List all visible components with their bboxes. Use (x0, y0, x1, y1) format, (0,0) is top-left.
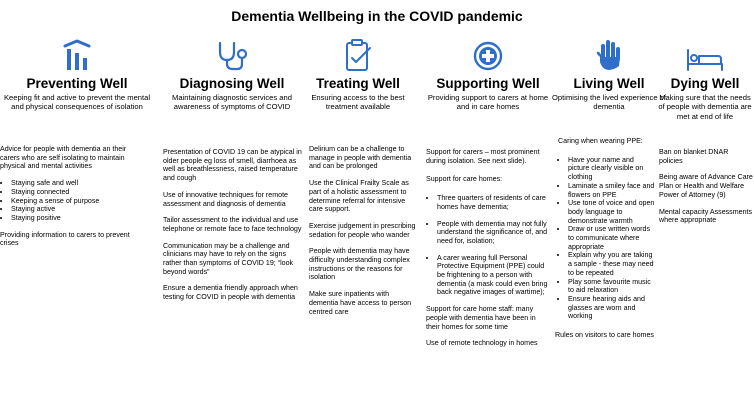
paragraph: Delirium can be a challenge to manage in people with dementia and can be prolonged (309, 145, 412, 171)
column-living-well (548, 34, 670, 112)
column-heading: Preventing Well (26, 76, 128, 91)
list-item: • Staying positive (11, 214, 138, 223)
column-subtitle: Ensuring access to the best treatment available (311, 93, 405, 112)
paragraph: Exercise judgement in prescribing sedation for people who wander (309, 221, 416, 239)
list-item: • Staying active (11, 205, 138, 214)
paragraph: Being aware of Advance Care Plan or Health and Welfare Power of Attorney (9) (659, 173, 753, 199)
paragraph: Make sure inpatients with dementia have access to person centred care (309, 290, 412, 316)
column-subtitle: Maintaining diagnostic services and awareness of symptoms of COVID (172, 93, 292, 112)
hand-icon (548, 34, 670, 72)
list-item: • Staying connected (11, 188, 138, 197)
column-body-supporting (426, 148, 550, 348)
stethoscope-icon (158, 34, 306, 72)
list-item: • Play some favourite music to aid relaxation (568, 278, 657, 295)
bullet-list (555, 156, 657, 321)
list-item: • A carer wearing full Personal Protective Equipment (PPE) could be frightening to a person with dementia (a mask could even bring back negative images of wartime); (437, 254, 550, 298)
column-dying-well (656, 34, 754, 121)
list-item: • Ensure hearing aids and glasses are worn and working (568, 295, 657, 321)
paragraph: Caring when wearing PPE: (558, 137, 643, 145)
clipboard-check-icon (303, 34, 413, 72)
plus-circle-icon (424, 34, 552, 72)
list-item: • Draw or use written words to communicate where appropriate (568, 225, 657, 251)
page-title: Dementia Wellbeing in the COVID pandemic (231, 8, 523, 24)
list-item: • Use tone of voice and open body language to demonstrate warmth (568, 199, 657, 225)
list-item: • Three quarters of residents of care homes have dementia; (437, 194, 550, 211)
paragraph: Use the Clinical Frailty Scale as part of a holistic assessment to determine referral for intensive care support. (309, 179, 409, 214)
paragraph: Use of remote technology in homes (426, 339, 538, 348)
column-body-treating (309, 145, 417, 316)
paragraph: Providing information to carers to prevent crises (0, 230, 130, 248)
paragraph: Rules on visitors to care homes (555, 331, 654, 340)
column-supporting-well (424, 34, 552, 112)
list-item: • Laminate a smiley face and flowers on PPE (568, 182, 657, 199)
column-body-dying (659, 148, 754, 225)
bed-icon (656, 34, 754, 72)
column-heading: Treating Well (316, 76, 400, 91)
list-item: • Keeping a sense of purpose (11, 197, 138, 206)
column-heading: Living Well (573, 76, 645, 91)
paragraph: Support for carers – most prominent during isolation. See next slide). (426, 148, 540, 165)
list-item: • Explain why you are taking a sample - these may need to be repeated (568, 251, 657, 277)
column-subtitle: Providing support to carers at home and in care homes (427, 93, 549, 112)
paragraph: Support for care homes: (426, 175, 503, 184)
paragraph: Tailor assessment to the individual and use telephone or remote face to face technology (163, 216, 302, 233)
bar-chart-home-icon (0, 34, 154, 72)
paragraph: Advice for people with dementia an their carers who are self isolating to maintain physical and mental activities (0, 145, 127, 171)
column-body-diagnosing (163, 148, 303, 302)
column-heading: Diagnosing Well (179, 76, 285, 91)
column-body-preventing (0, 145, 138, 248)
column-body-living (555, 137, 657, 340)
paragraph: Support for care home staff: many people with dementia have been in their homes for some time (426, 305, 536, 331)
paragraph: Ban on blanket DNAR policies (659, 148, 729, 165)
column-subtitle: Keeping fit and active to prevent the mental and physical consequences of isolation (3, 93, 151, 112)
paragraph: Communication may be a challenge and clinicians may have to rely on the signs rather than symptoms of COVID 19; “look beyond words” (163, 241, 294, 276)
list-item: • Staying safe and well (11, 179, 138, 188)
bullet-list (0, 179, 138, 223)
column-preventing-well (0, 34, 154, 112)
column-treating-well (303, 34, 413, 112)
paragraph: People with dementia may have difficulty understanding complex instructions or the reasons for isolation (309, 247, 410, 282)
column-diagnosing-well (158, 34, 306, 112)
paragraph: Use of innovative techniques for remote assessment and diagnosis of dementia (163, 190, 288, 208)
paragraph: Presentation of COVID 19 can be atypical in older people eg loss of smell, diarrhoea as well as breathlessness, raised temperature and cough (163, 148, 302, 183)
list-item: • People with dementia may not fully understand the significance of, and need for, isolation; (437, 220, 550, 246)
column-subtitle: Optimising the lived experience of dementia (552, 93, 666, 112)
paragraph: Mental capacity Assessments where appropriate (659, 207, 753, 225)
column-heading: Dying Well (670, 76, 740, 91)
list-item: • Have your name and picture clearly visible on clothing (568, 156, 657, 182)
column-subtitle: Making sure that the needs of people with dementia are met at end of life (658, 93, 752, 121)
paragraph: Ensure a dementia friendly approach when testing for COVID in people with dementia (163, 284, 298, 302)
bullet-list (426, 194, 550, 297)
column-heading: Supporting Well (436, 76, 540, 91)
